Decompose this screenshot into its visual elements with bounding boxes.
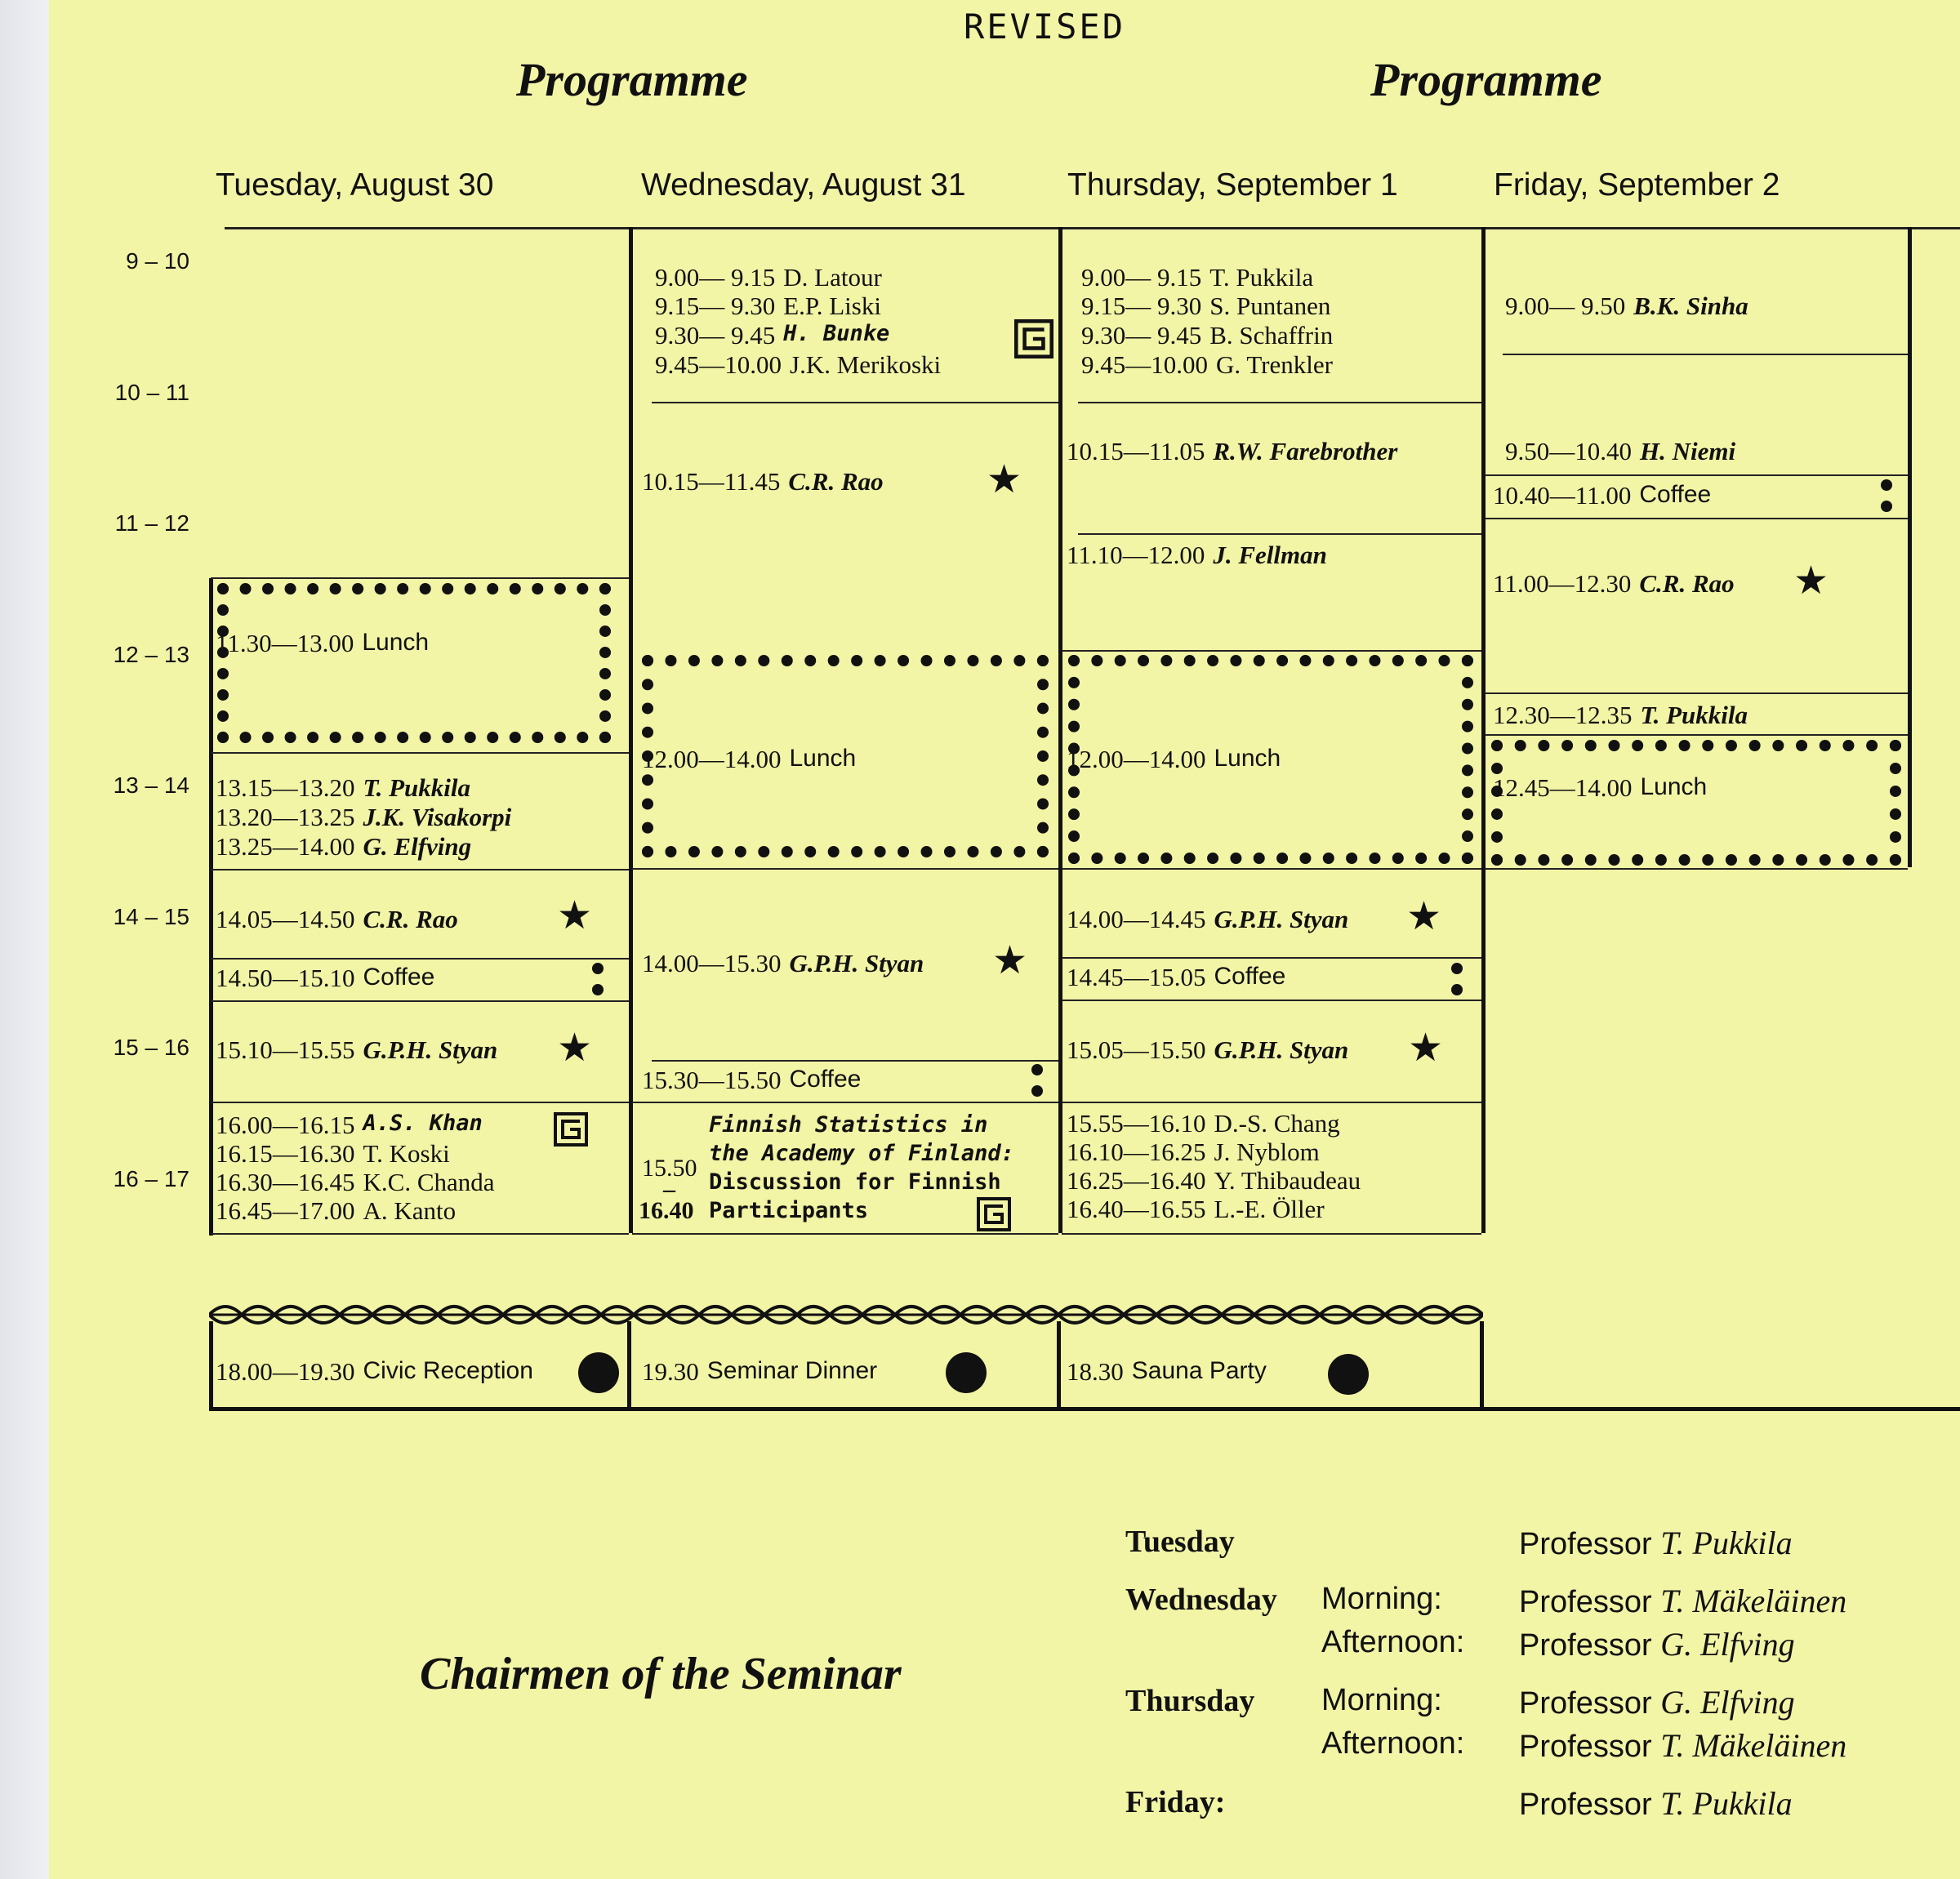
paper-edge	[0, 0, 49, 1879]
wed-session: 10.15—11.45 C.R. Rao	[642, 467, 884, 496]
chair-professor: Professor G. Elfving	[1519, 1626, 1795, 1663]
chair-professor: Professor T. Mäkeläinen	[1519, 1727, 1847, 1764]
row-rule	[1485, 518, 1908, 519]
row-rule	[632, 1233, 1058, 1235]
tue-lunch: 11.30—13.00 Lunch	[216, 629, 430, 657]
chair-day: Wednesday	[1125, 1583, 1277, 1617]
chair-day: Friday:	[1125, 1785, 1226, 1819]
star-icon: ★	[987, 458, 1022, 501]
wed-coffee: 15.30—15.50 Coffee	[642, 1066, 862, 1094]
thu-session: 16.40—16.55 L.-E. Öller	[1067, 1195, 1325, 1223]
ornamental-border	[209, 1298, 1483, 1331]
row-rule	[652, 402, 1058, 403]
wed-discussion-line: the Academy of Finland:	[709, 1141, 1014, 1166]
column-divider	[1908, 227, 1912, 867]
row-rule	[1062, 650, 1481, 652]
thu-session: 10.15—11.05 R.W. Farebrother	[1067, 437, 1398, 465]
fri-session: 9.00— 9.50 B.K. Sinha	[1505, 292, 1748, 320]
coffee-dots-icon	[1450, 962, 1463, 998]
thu-session: 15.55—16.10 D.-S. Chang	[1067, 1109, 1340, 1138]
star-icon: ★	[1406, 895, 1442, 938]
column-divider	[1058, 227, 1062, 1233]
chair-part: Afternoon:	[1321, 1625, 1465, 1659]
thu-session: 9.15— 9.30 S. Puntanen	[1081, 292, 1331, 320]
row-rule	[1062, 868, 1481, 870]
wed-discussion-end: 16.40	[639, 1197, 694, 1224]
wed-session: 9.15— 9.30 E.P. Liski	[655, 292, 881, 320]
wed-discussion-line: Participants	[709, 1198, 869, 1223]
star-icon: ★	[992, 939, 1028, 982]
evening-marker-icon	[578, 1352, 619, 1393]
row-rule	[1503, 354, 1908, 355]
thu-session: 15.05—15.50 G.P.H. Styan	[1067, 1035, 1349, 1064]
fri-session: 9.50—10.40 H. Niemi	[1505, 437, 1736, 465]
wed-lunch: 12.00—14.00 Lunch	[642, 745, 857, 773]
row-rule	[1062, 1102, 1481, 1103]
g-square-icon	[977, 1197, 1011, 1231]
wed-discussion-start: 15.50	[642, 1155, 697, 1182]
thu-evening: 18.30 Sauna Party	[1067, 1357, 1267, 1386]
g-square-icon	[1014, 319, 1054, 358]
tue-session: 16.00—16.15 A.S. Khan	[216, 1111, 483, 1139]
fri-lunch: 12.45—14.00 Lunch	[1493, 773, 1708, 802]
row-rule	[211, 1102, 629, 1103]
column-divider	[629, 227, 633, 1233]
tue-session: 15.10—15.55 G.P.H. Styan	[216, 1035, 498, 1064]
tue-coffee: 14.50—15.10 Coffee	[216, 964, 435, 992]
day-header-tuesday: Tuesday, August 30	[216, 167, 494, 203]
hour-label: 14 – 15	[113, 904, 189, 929]
wed-session: 9.00— 9.15 D. Latour	[655, 263, 882, 292]
wed-discussion-line: Discussion for Finnish	[709, 1169, 1001, 1195]
row-rule	[1078, 402, 1481, 403]
hour-label: 15 – 16	[113, 1035, 189, 1060]
tue-session: 16.45—17.00 A. Kanto	[216, 1196, 457, 1225]
column-divider	[209, 578, 213, 1236]
hour-label: 12 – 13	[113, 642, 189, 667]
row-rule	[209, 1407, 1960, 1411]
evening-marker-icon	[1328, 1354, 1369, 1395]
programme-title-left: Programme	[516, 53, 748, 106]
star-icon: ★	[1793, 559, 1829, 603]
tue-session: 13.20—13.25 J.K. Visakorpi	[216, 803, 512, 831]
programme-title-right: Programme	[1370, 53, 1602, 106]
chair-professor: Professor T. Pukkila	[1519, 1785, 1793, 1822]
row-rule	[211, 1233, 629, 1235]
fri-session: 12.30—12.35 T. Pukkila	[1493, 701, 1748, 729]
coffee-dots-icon	[591, 962, 604, 998]
thu-session: 11.10—12.00 J. Fellman	[1067, 541, 1327, 569]
chair-professor: Professor T. Mäkeläinen	[1519, 1583, 1847, 1619]
row-rule	[211, 958, 629, 960]
column-divider	[627, 1321, 631, 1411]
row-rule	[1485, 734, 1908, 736]
hour-label: 16 – 17	[113, 1166, 189, 1191]
thu-session: 9.45—10.00 G. Trenkler	[1081, 350, 1333, 379]
row-rule	[1062, 1233, 1481, 1235]
tue-session: 16.30—16.45 K.C. Chanda	[216, 1168, 495, 1196]
tue-evening: 18.00—19.30 Civic Reception	[216, 1357, 533, 1386]
wed-session: 14.00—15.30 G.P.H. Styan	[642, 949, 924, 977]
thu-session: 9.00— 9.15 T. Pukkila	[1081, 263, 1314, 292]
wed-session: 9.45—10.00 J.K. Merikoski	[655, 350, 942, 379]
day-header-thursday: Thursday, September 1	[1067, 167, 1398, 203]
row-rule	[652, 1060, 1058, 1062]
revised-stamp: REVISED	[964, 7, 1126, 47]
chair-professor: Professor T. Pukkila	[1519, 1525, 1793, 1561]
wed-evening: 19.30 Seminar Dinner	[642, 1357, 878, 1386]
column-divider	[1481, 227, 1486, 1233]
thu-session: 16.25—16.40 Y. Thibaudeau	[1067, 1166, 1361, 1195]
hour-label: 10 – 11	[114, 380, 189, 405]
row-rule	[1062, 1000, 1481, 1001]
tue-session: 16.15—16.30 T. Koski	[216, 1139, 450, 1168]
thu-session: 16.10—16.25 J. Nyblom	[1067, 1138, 1320, 1166]
row-rule	[1485, 692, 1908, 694]
column-divider	[209, 1321, 213, 1411]
row-rule	[1078, 533, 1481, 535]
row-rule	[1485, 474, 1908, 476]
row-rule	[211, 752, 629, 754]
hour-label: 9 – 10	[126, 248, 189, 274]
wed-discussion-dash: –	[663, 1176, 675, 1203]
row-rule	[211, 869, 629, 870]
fri-session: 11.00—12.30 C.R. Rao	[1493, 569, 1735, 598]
tue-session: 14.05—14.50 C.R. Rao	[216, 905, 458, 933]
chair-part: Afternoon:	[1321, 1726, 1465, 1761]
hour-label: 11 – 12	[114, 510, 189, 536]
chair-part: Morning:	[1321, 1582, 1442, 1616]
coffee-dots-icon	[1031, 1063, 1044, 1099]
chair-part: Morning:	[1321, 1683, 1442, 1717]
day-header-wednesday: Wednesday, August 31	[641, 167, 966, 203]
chair-professor: Professor G. Elfving	[1519, 1684, 1795, 1721]
star-icon: ★	[1408, 1026, 1444, 1070]
row-rule	[1485, 868, 1908, 870]
column-divider	[1057, 1321, 1061, 1411]
thu-session: 14.00—14.45 G.P.H. Styan	[1067, 905, 1349, 933]
row-rule	[211, 1000, 629, 1002]
coffee-dots-icon	[1880, 479, 1893, 514]
wed-discussion-line: Finnish Statistics in	[709, 1112, 988, 1138]
hour-label: 13 – 14	[113, 773, 189, 798]
chairmen-title: Chairmen of the Seminar	[420, 1649, 902, 1699]
row-rule	[1062, 957, 1481, 959]
g-square-icon	[554, 1112, 588, 1147]
star-icon: ★	[557, 1026, 593, 1070]
schedule-top-rule	[225, 227, 1960, 229]
day-header-friday: Friday, September 2	[1494, 167, 1780, 203]
fri-coffee: 10.40—11.00 Coffee	[1493, 481, 1712, 510]
wed-session: 9.30— 9.45 H. Bunke	[655, 321, 890, 350]
lunch-dotted-border	[1491, 740, 1901, 866]
lunch-dotted-border	[217, 583, 611, 743]
chair-day: Thursday	[1125, 1684, 1255, 1718]
chair-day: Tuesday	[1125, 1525, 1235, 1559]
column-divider	[1480, 1321, 1484, 1411]
thu-lunch: 12.00—14.00 Lunch	[1067, 745, 1281, 773]
thu-coffee: 14.45—15.05 Coffee	[1067, 963, 1286, 991]
tue-session: 13.25—14.00 G. Elfving	[216, 832, 472, 861]
row-rule	[632, 868, 1058, 870]
star-icon: ★	[557, 894, 593, 937]
row-rule	[211, 577, 629, 579]
thu-session: 9.30— 9.45 B. Schaffrin	[1081, 321, 1334, 350]
tue-session: 13.15—13.20 T. Pukkila	[216, 773, 470, 802]
evening-marker-icon	[946, 1352, 987, 1393]
row-rule	[632, 1102, 1058, 1103]
